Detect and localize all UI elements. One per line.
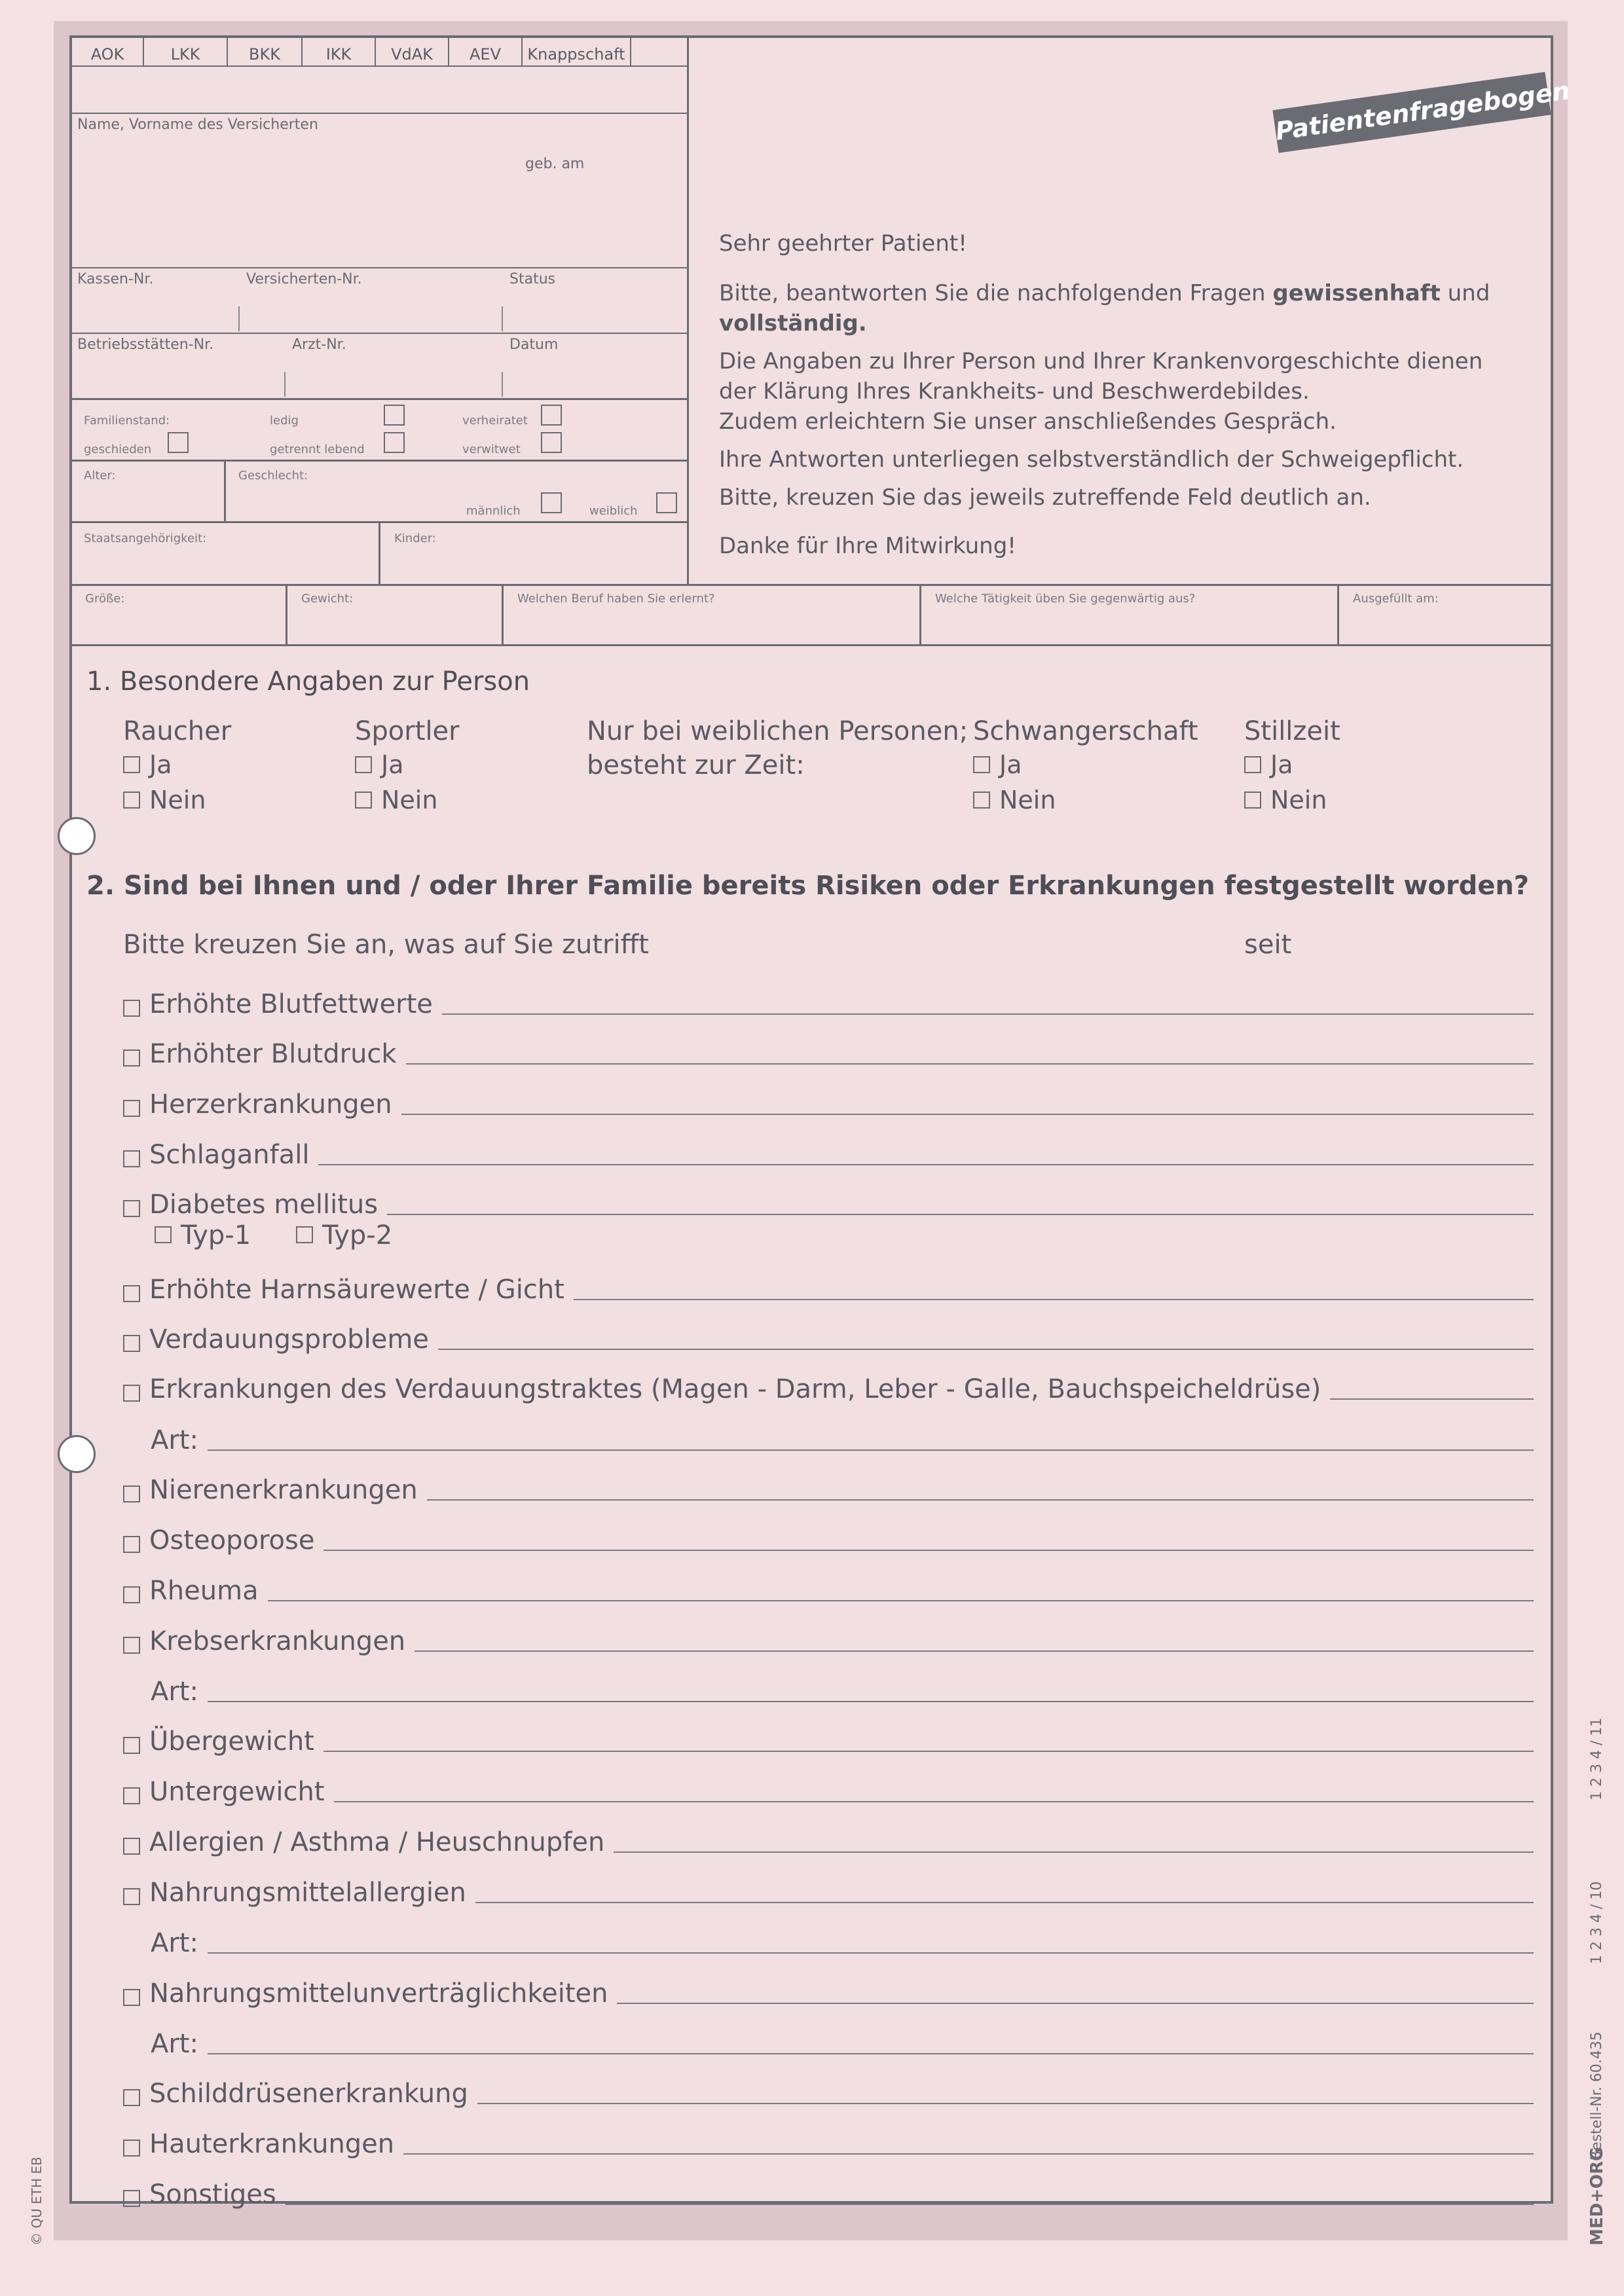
art-field[interactable]: Art:: [151, 1673, 1534, 1706]
verwitwet-checkbox[interactable]: [541, 432, 562, 453]
punch-hole-top: [58, 817, 96, 855]
art-input[interactable]: [208, 1701, 1534, 1702]
diabetes-typ2[interactable]: Typ-2: [296, 1220, 392, 1250]
checkbox-icon[interactable]: [123, 1335, 140, 1352]
list-item[interactable]: Verdauungsprobleme: [123, 1321, 1534, 1354]
schwangerschaft-ja[interactable]: Ja: [973, 750, 1022, 779]
raucher-nein[interactable]: Nein: [123, 786, 206, 814]
checkbox-icon[interactable]: [123, 1737, 140, 1754]
getrennt-lebend-checkbox[interactable]: [384, 432, 405, 453]
seit-field[interactable]: [401, 1114, 1534, 1115]
checkbox-icon[interactable]: [123, 1989, 140, 2006]
sportler-nein[interactable]: Nein: [355, 786, 437, 814]
weiblich-note-line2: besteht zur Zeit:: [587, 750, 805, 780]
seit-field[interactable]: [387, 1214, 1534, 1215]
checkbox-icon[interactable]: [123, 1485, 140, 1503]
intro-p2-line2: der Klärung Ihres Krankheits- und Beschwerdebildes.: [719, 378, 1310, 405]
intro-p5: Danke für Ihre Mitwirkung!: [719, 533, 1016, 559]
section2-seit-label: seit: [1244, 930, 1292, 960]
seit-field[interactable]: [574, 1299, 1534, 1300]
list-item[interactable]: Krebserkrankungen: [123, 1623, 1534, 1656]
seit-field[interactable]: [614, 1851, 1534, 1853]
intro-p2-line1: Die Angaben zu Ihrer Person und Ihrer Krankenvorgeschichte dienen: [719, 348, 1483, 374]
stillzeit-ja[interactable]: Ja: [1244, 750, 1293, 779]
list-item[interactable]: Nahrungsmittelallergien: [123, 1874, 1534, 1907]
datum-label: Datum: [509, 337, 559, 353]
checkbox-icon[interactable]: [123, 1200, 140, 1217]
art-input[interactable]: [208, 1449, 1534, 1451]
verheiratet-label: verheiratet: [462, 414, 528, 428]
list-item[interactable]: Rheuma: [123, 1573, 1534, 1605]
print-codes-2: 1 2 3 4 / 11: [1589, 1717, 1605, 1800]
arzt-nr-label: Arzt-Nr.: [292, 337, 346, 353]
name-label: Name, Vorname des Versicherten: [77, 117, 318, 133]
intro-p1: Bitte, beantworten Sie die nachfolgenden Fragen gewissenhaft und: [719, 280, 1490, 306]
seit-field[interactable]: [268, 1600, 1534, 1601]
checkbox-icon[interactable]: [123, 1049, 140, 1066]
copyright-note: © QU ETH EB: [29, 2157, 45, 2246]
kassen-nr-label: Kassen-Nr.: [77, 271, 154, 287]
list-item[interactable]: Untergewicht: [123, 1774, 1534, 1806]
list-item[interactable]: Sonstiges: [123, 2176, 1534, 2209]
status-label: Status: [509, 271, 556, 287]
getrennt-lebend-label: getrennt lebend: [270, 443, 365, 456]
checkbox-icon[interactable]: [123, 1536, 140, 1553]
checkbox-icon[interactable]: [123, 2089, 140, 2106]
weiblich-checkbox[interactable]: [656, 492, 677, 513]
seit-field[interactable]: [475, 1902, 1534, 1903]
alter-label: Alter:: [84, 469, 116, 483]
art-field[interactable]: Art:: [151, 1422, 1534, 1455]
list-item[interactable]: Schlaganfall: [123, 1137, 1534, 1169]
checkbox-icon[interactable]: [123, 1000, 140, 1017]
insurer-aok: AOK: [90, 45, 124, 64]
checkbox-icon[interactable]: [973, 792, 990, 809]
insurer-bkk: BKK: [249, 45, 280, 64]
seit-field[interactable]: [415, 1650, 1534, 1652]
seit-field[interactable]: [442, 1013, 1534, 1015]
art-input[interactable]: [208, 1952, 1534, 1954]
schwangerschaft-nein[interactable]: Nein: [973, 786, 1056, 814]
beruf-label: Welchen Beruf haben Sie erlernt?: [517, 592, 715, 606]
list-item[interactable]: Diabetes mellitus: [123, 1186, 1534, 1219]
insurer-vdak: VdAK: [391, 45, 433, 64]
staatsangehoerigkeit-label: Staatsangehörigkeit:: [84, 532, 207, 545]
seit-field[interactable]: [406, 1063, 1534, 1065]
sportler-label: Sportler: [355, 716, 460, 746]
list-item[interactable]: Übergewicht: [123, 1723, 1534, 1756]
checkbox-icon[interactable]: [123, 2190, 140, 2207]
insurer-aev: AEV: [470, 45, 501, 64]
art-input[interactable]: [208, 2053, 1534, 2054]
checkbox-icon[interactable]: [155, 1226, 172, 1243]
form-title-banner: Patientenfragebogen: [1272, 72, 1551, 153]
seit-field[interactable]: [403, 2153, 1534, 2155]
checkbox-icon[interactable]: [123, 1787, 140, 1804]
checkbox-icon[interactable]: [123, 1637, 140, 1654]
maennlich-checkbox[interactable]: [541, 492, 562, 513]
seit-field[interactable]: [334, 1801, 1534, 1802]
stillzeit-nein[interactable]: Nein: [1244, 786, 1327, 814]
weiblich-label: weiblich: [589, 504, 638, 518]
schwangerschaft-label: Schwangerschaft: [973, 716, 1198, 746]
checkbox-icon[interactable]: [355, 792, 372, 809]
insurer-lkk: LKK: [170, 45, 200, 64]
list-item[interactable]: Erhöhte Blutfettwerte: [123, 986, 1534, 1019]
seit-field[interactable]: [318, 1164, 1534, 1165]
weiblich-note-line1: Nur bei weiblichen Personen;: [587, 716, 969, 746]
stillzeit-label: Stillzeit: [1244, 716, 1340, 746]
taetigkeit-label: Welche Tätigkeit üben Sie gegenwärtig aus?: [935, 592, 1196, 606]
ledig-checkbox[interactable]: [384, 405, 405, 426]
checkbox-icon[interactable]: [296, 1226, 313, 1243]
list-item[interactable]: Erhöhter Blutdruck: [123, 1036, 1534, 1068]
checkbox-icon[interactable]: [123, 792, 140, 809]
intro-p2-line3: Zudem erleichtern Sie unser anschließendes Gespräch.: [719, 409, 1337, 435]
section1-title: 1. Besondere Angaben zur Person: [86, 666, 530, 697]
section2-instruction: Bitte kreuzen Sie an, was auf Sie zutrifft: [123, 930, 649, 960]
verheiratet-checkbox[interactable]: [541, 405, 562, 426]
checkbox-icon[interactable]: [1244, 756, 1261, 773]
diabetes-typ1[interactable]: Typ-1: [155, 1220, 251, 1250]
order-number: Bestell-Nr. 60.435: [1589, 2032, 1605, 2160]
list-item[interactable]: Nahrungsmittelunverträglichkeiten: [123, 1975, 1534, 2008]
checkbox-icon[interactable]: [123, 1586, 140, 1603]
list-item[interactable]: Erkrankungen des Verdauungstraktes (Magen - Darm, Leber - Galle, Bauchspeicheldrüse): [123, 1371, 1534, 1404]
checkbox-icon[interactable]: [123, 1888, 140, 1905]
intro-p3: Ihre Antworten unterliegen selbstverständlich der Schweigepflicht.: [719, 446, 1464, 473]
versicherten-nr-label: Versicherten-Nr.: [246, 271, 362, 287]
list-item[interactable]: Osteoporose: [123, 1522, 1534, 1555]
raucher-ja[interactable]: Ja: [123, 750, 172, 779]
raucher-label: Raucher: [123, 716, 232, 746]
kinder-label: Kinder:: [394, 532, 436, 545]
seit-field[interactable]: [477, 2103, 1534, 2104]
geschieden-checkbox[interactable]: [168, 432, 189, 453]
intro-greeting: Sehr geehrter Patient!: [719, 230, 967, 257]
checkbox-icon[interactable]: [123, 1100, 140, 1117]
birth-label: geb. am: [525, 156, 585, 172]
groesse-label: Größe:: [85, 592, 125, 606]
list-item[interactable]: Nierenerkrankungen: [123, 1472, 1534, 1504]
checkbox-icon[interactable]: [355, 756, 372, 773]
betriebsstaetten-nr-label: Betriebsstätten-Nr.: [77, 337, 214, 353]
list-item[interactable]: Hauterkrankungen: [123, 2126, 1534, 2159]
ledig-label: ledig: [270, 414, 299, 428]
checkbox-icon[interactable]: [123, 1150, 140, 1167]
checkbox-icon[interactable]: [1244, 792, 1261, 809]
checkbox-icon[interactable]: [973, 756, 990, 773]
list-item[interactable]: Erhöhte Harnsäurewerte / Gicht: [123, 1271, 1534, 1304]
insurer-ikk: IKK: [325, 45, 352, 64]
intro-p1-cont: vollständig.: [719, 310, 867, 337]
sportler-ja[interactable]: Ja: [355, 750, 404, 779]
seit-field[interactable]: [427, 1499, 1534, 1501]
list-item[interactable]: Herzerkrankungen: [123, 1086, 1534, 1119]
insurer-knappschaft: Knappschaft: [527, 45, 625, 64]
list-item[interactable]: Schilddrüsenerkrankung: [123, 2075, 1534, 2108]
checkbox-icon[interactable]: [123, 2140, 140, 2157]
verwitwet-label: verwitwet: [462, 443, 521, 456]
seit-field[interactable]: [438, 1349, 1534, 1350]
checkbox-icon[interactable]: [123, 1385, 140, 1402]
print-codes-1: 1 2 3 4 / 10: [1589, 1881, 1605, 1964]
intro-p4: Bitte, kreuzen Sie das jeweils zutreffende Feld deutlich an.: [719, 484, 1371, 511]
section2-title: 2. Sind bei Ihnen und / oder Ihrer Familie bereits Risiken oder Erkrankungen festgestellt worden?: [86, 871, 1530, 901]
punch-hole-bottom: [58, 1435, 96, 1473]
ausgefuellt-label: Ausgefüllt am:: [1353, 592, 1439, 606]
geschieden-label: geschieden: [84, 443, 152, 456]
familienstand-label: Familienstand:: [84, 414, 170, 428]
seit-field[interactable]: [286, 2204, 1534, 2205]
checkbox-icon[interactable]: [123, 756, 140, 773]
gewicht-label: Gewicht:: [301, 592, 354, 606]
checkbox-icon[interactable]: [123, 1838, 140, 1855]
list-item[interactable]: Allergien / Asthma / Heuschnupfen: [123, 1824, 1534, 1857]
seit-field[interactable]: [1330, 1398, 1534, 1400]
maennlich-label: männlich: [466, 504, 521, 518]
seit-field[interactable]: [617, 2003, 1534, 2004]
seit-field[interactable]: [323, 1751, 1534, 1752]
seit-field[interactable]: [323, 1550, 1534, 1551]
checkbox-icon[interactable]: [123, 1285, 140, 1302]
art-field[interactable]: Art:: [151, 1925, 1534, 1958]
art-field[interactable]: Art:: [151, 2026, 1534, 2058]
brand-logo: MED+ORG: [1587, 2147, 1607, 2246]
geschlecht-label: Geschlecht:: [238, 469, 308, 483]
